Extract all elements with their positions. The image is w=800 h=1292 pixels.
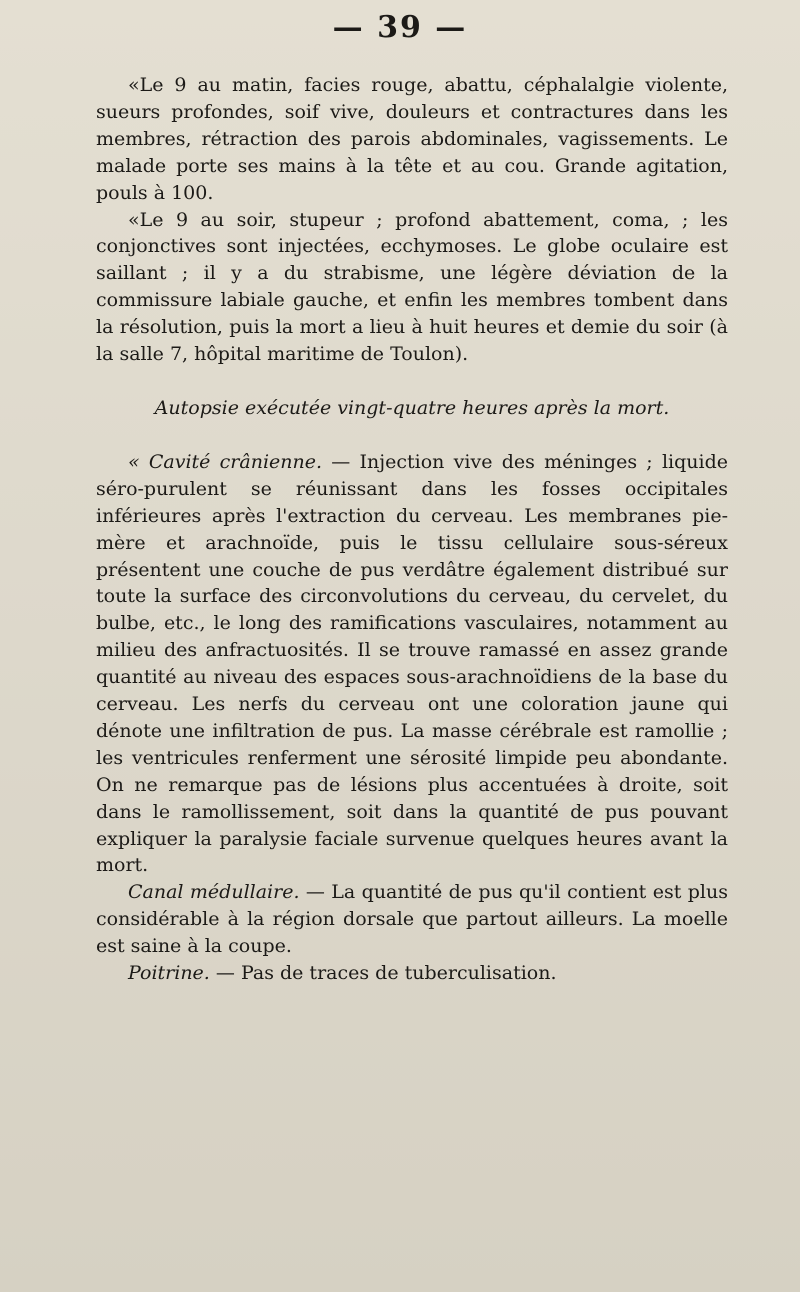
autopsy-heading: Autopsie exécutée vingt-quatre heures après la mort. bbox=[154, 396, 670, 419]
body-text bbox=[96, 72, 728, 987]
paragraph-spinal-canal: Canal médullaire. — La quantité de pus qu'il contient est plus considérable à la région dorsale que partout ailleurs. La moelle est saine à la coupe. bbox=[96, 881, 728, 958]
paragraph-evening: «Le 9 au soir, stupeur ; profond abattement, coma, ; les conjonctives sont injectées, ecchymoses. Le globe oculaire est saillant ; il y a du strabisme, une légère déviation de la commissure labiale gauche, et enfin les membres tombent dans la résolution, puis la mort a lieu à huit heures et demie du soir (à la salle 7, hôpital maritime de Toulon). bbox=[96, 208, 728, 366]
paragraph-cranial-cavity-lead: « Cavité crânienne. bbox=[128, 450, 323, 473]
paragraph-chest-lead: Poitrine. bbox=[128, 962, 210, 985]
paragraph-chest: Poitrine. — Pas de traces de tuberculisation. bbox=[128, 962, 557, 985]
paragraph-morning: «Le 9 au matin, facies rouge, abattu, céphalalgie violente, sueurs profondes, soif vive, douleurs et contractures dans les membres, rétraction des parois abdominales, vagissements. Le malade porte ses mains à la tête et au cou. Grande agitation, pouls à 100. bbox=[96, 74, 728, 204]
paragraph-spinal-canal-lead: Canal médullaire. bbox=[128, 881, 300, 904]
paragraph-cranial-cavity: « Cavité crânienne. — Injection vive des méninges ; liquide séro-purulent se réunissant dans les fosses occipitales inférieures après l'extraction du cerveau. Les membranes pie-mère et arachnoïde, puis le tissu cellulaire sous-séreux présentent une couche de pus verdâtre également distribué sur toute la surface des circonvolutions du cerveau, du cervelet, du bulbe, etc., le long des ramifications vasculaires, notamment au milieu des anfractuosités. Il se trouve ramassé en assez grande quantité au niveau des espaces sous-arachnoïdiens de la base du cerveau. Les nerfs du cerveau ont une coloration jaune qui dénote une infiltration de pus. La masse cérébrale est ramollie ; les ventricules renferment une sérosité limpide peu abondante. On ne remarque pas de lésions plus accentuées à droite, soit dans le ramollissement, soit dans la quantité de pus pouvant expliquer la paralysie faciale survenue quelques heures avant la mort. bbox=[96, 450, 728, 877]
page-number: — 39 — bbox=[332, 10, 468, 45]
